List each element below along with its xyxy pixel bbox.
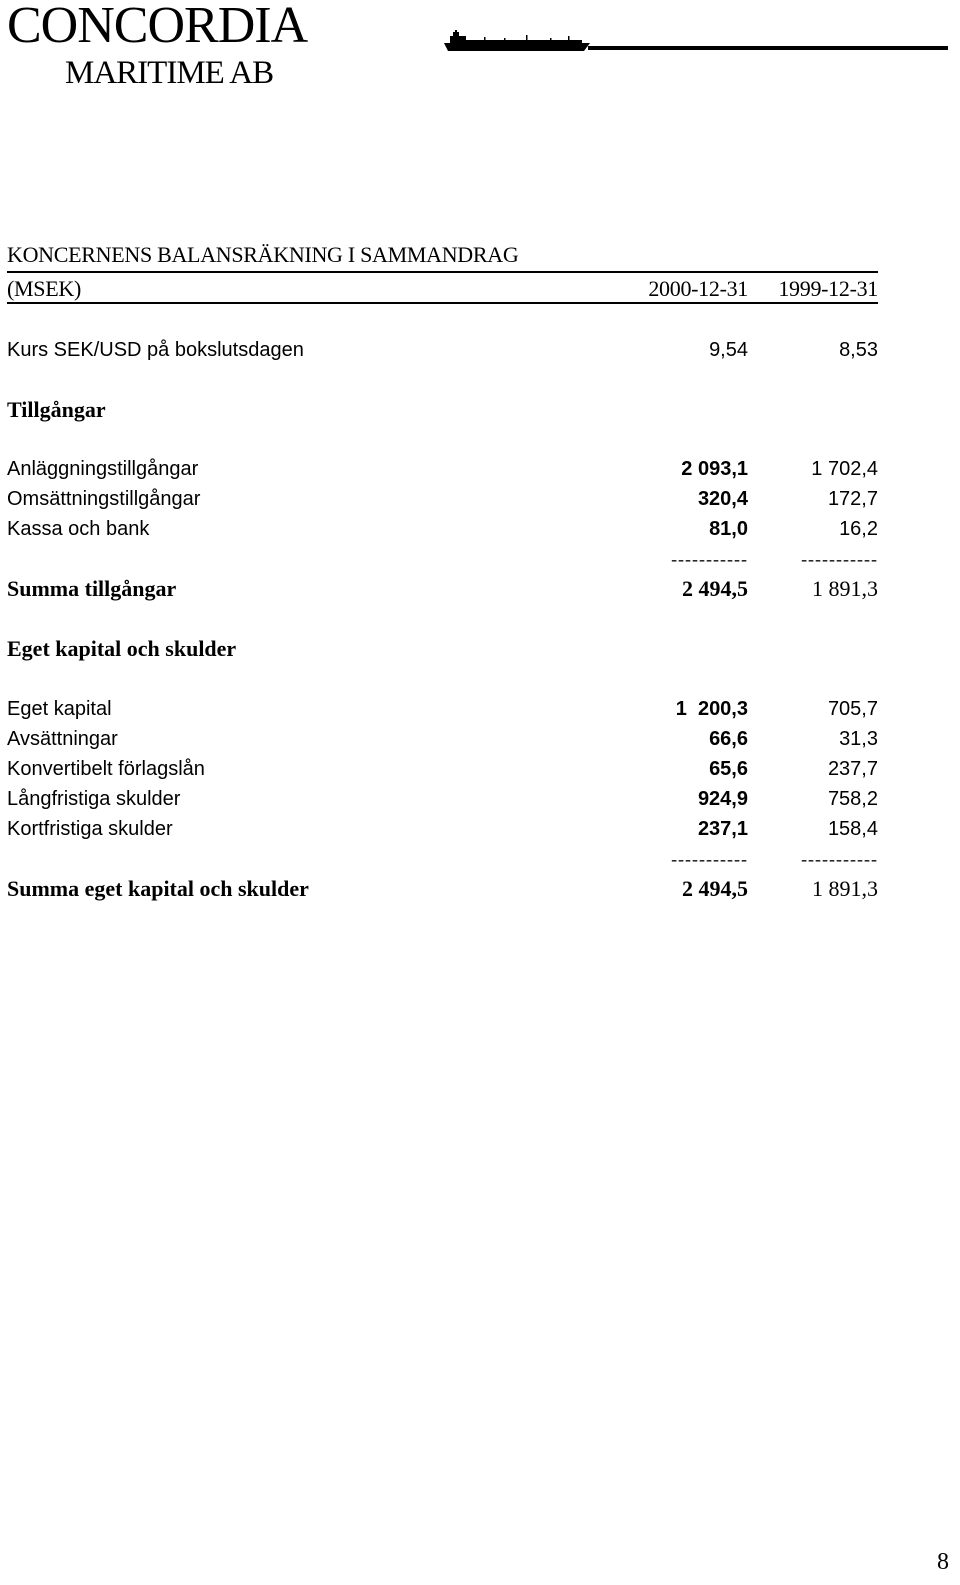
table-header xyxy=(7,276,878,302)
row-value-1999: 31,3 xyxy=(839,728,878,750)
table-row xyxy=(7,575,878,603)
ship-icon xyxy=(444,30,590,52)
row-value-1999: 1 891,3 xyxy=(812,576,878,601)
row-label: Långfristiga skulder xyxy=(7,788,181,810)
separator-1999: ----------- xyxy=(801,849,878,869)
row-value-2000: 2 494,5 xyxy=(682,576,748,601)
row-value-1999: 16,2 xyxy=(839,518,878,540)
row-label: Konvertibelt förlagslån xyxy=(7,758,205,780)
row-label: Eget kapital och skulder xyxy=(7,636,237,661)
row-label: Summa tillgångar xyxy=(7,576,177,601)
row-value-1999: 172,7 xyxy=(827,488,878,510)
row-value-1999: 158,4 xyxy=(827,818,878,840)
row-value-2000: 2 093,1 xyxy=(681,458,748,480)
column-header-1999: 1999-12-31 xyxy=(778,276,878,301)
table-row xyxy=(7,485,878,513)
row-value-1999: 758,2 xyxy=(827,788,878,810)
row-value-2000: 924,9 xyxy=(697,788,748,810)
section-heading xyxy=(7,635,878,663)
row-value-2000: 1 200,3 xyxy=(675,698,748,720)
company-logo-subtitle: MARITIME AB xyxy=(65,55,274,91)
header-bottom-rule xyxy=(7,302,878,304)
row-value-2000: 2 494,5 xyxy=(682,876,748,901)
row-value-2000: 66,6 xyxy=(709,728,748,750)
row-label: Anläggningstillgångar xyxy=(7,458,199,480)
row-value-2000: 9,54 xyxy=(709,339,748,361)
unit-label: (MSEK) xyxy=(7,276,81,301)
table-row xyxy=(7,815,878,843)
company-logo-title: CONCORDIA xyxy=(7,0,308,54)
table-row xyxy=(7,455,878,483)
row-label: Omsättningstillgångar xyxy=(7,488,201,510)
subtotal-separator xyxy=(7,545,878,573)
row-label: Avsättningar xyxy=(7,728,118,750)
table-row xyxy=(7,515,878,543)
table-row xyxy=(7,725,878,753)
subtotal-separator xyxy=(7,845,878,873)
separator-1999: ----------- xyxy=(801,549,878,569)
table-row xyxy=(7,875,878,903)
separator-2000: ----------- xyxy=(671,549,748,569)
row-value-1999: 8,53 xyxy=(839,339,878,361)
header-top-rule xyxy=(7,271,878,273)
table-row xyxy=(7,785,878,813)
table-row xyxy=(7,336,878,364)
report-title: KONCERNENS BALANSRÄKNING I SAMMANDRAG xyxy=(7,242,519,267)
row-label: Tillgångar xyxy=(7,397,106,422)
page-number: 8 xyxy=(937,1549,949,1575)
column-header-2000: 2000-12-31 xyxy=(648,276,748,301)
row-value-1999: 237,7 xyxy=(827,758,878,780)
row-label: Eget kapital xyxy=(7,698,112,720)
row-label: Summa eget kapital och skulder xyxy=(7,876,309,901)
separator-2000: ----------- xyxy=(671,849,748,869)
row-value-2000: 320,4 xyxy=(697,488,748,510)
row-value-1999: 1 891,3 xyxy=(812,876,878,901)
table-row xyxy=(7,695,878,723)
row-value-1999: 1 702,4 xyxy=(811,458,878,480)
row-value-2000: 81,0 xyxy=(709,518,748,540)
row-value-2000: 237,1 xyxy=(697,818,748,840)
row-label: Kassa och bank xyxy=(7,518,150,540)
row-value-1999: 705,7 xyxy=(827,698,878,720)
row-label: Kortfristiga skulder xyxy=(7,818,173,840)
logo-rule xyxy=(588,46,948,50)
row-label: Kurs SEK/USD på bokslutsdagen xyxy=(7,339,304,361)
table-row xyxy=(7,755,878,783)
section-heading xyxy=(7,396,878,424)
row-value-2000: 65,6 xyxy=(709,758,748,780)
